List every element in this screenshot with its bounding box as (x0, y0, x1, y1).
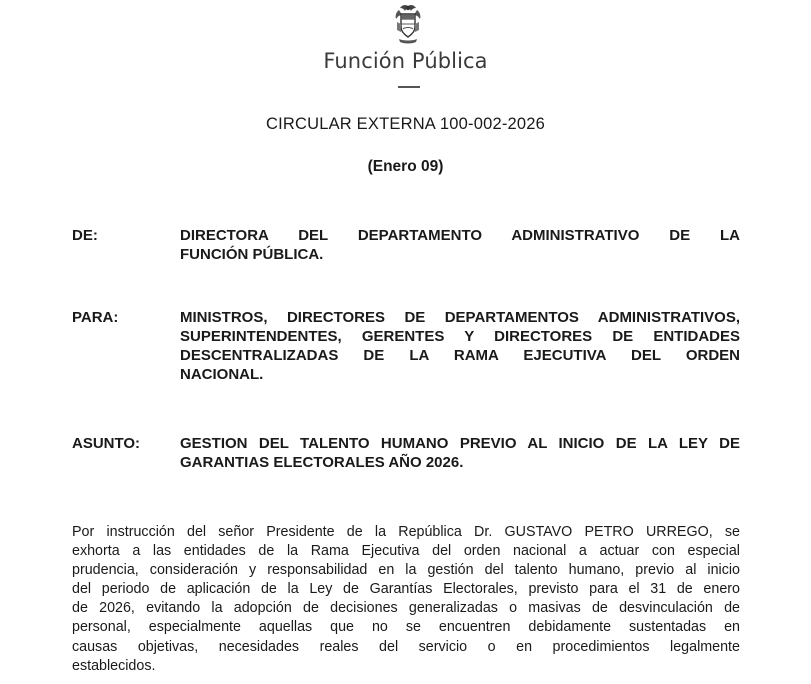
body-line: Por instrucción del señor Presidente de la República Dr. GUSTAVO PETRO URREGO, se (72, 524, 740, 540)
brand-name: Función Pública (323, 49, 488, 73)
body-line: personal, especialmente aquellas que no se encuentren debidamente sustentadas en (72, 619, 740, 636)
body-line: prudencia, consideración y responsabilidad en la gestión del talento humano, previo al inicio (72, 562, 740, 579)
de-label: DE: (72, 227, 98, 244)
body-line: causas objetivas, necesidades reales del servicio o en procedimientos legalmente (72, 638, 740, 655)
asunto-line: GESTION DEL TALENTO HUMANO PREVIO AL INICIO DE LA LEY DE (180, 435, 740, 452)
body-line: exhorta a las entidades de la Rama Ejecutiva del orden nacional a actuar con especial (72, 543, 740, 560)
body-line: de 2026, evitando la adopción de decisiones generalizadas o masivas de desvinculación de (72, 600, 740, 617)
document-date: (Enero 09) (367, 158, 444, 175)
para-label: PARA: (72, 309, 119, 326)
de-line: DIRECTORA DEL DEPARTAMENTO ADMINISTRATIVO DE LA (180, 227, 740, 244)
brand-underline (398, 86, 420, 88)
de-value (180, 226, 740, 264)
para-line: NACIONAL. (180, 366, 264, 383)
asunto-value (180, 434, 740, 472)
asunto-line: GARANTIAS ELECTORALES AÑO 2026. (180, 454, 464, 471)
de-line: FUNCIÓN PÚBLICA. (180, 246, 324, 263)
para-line: SUPERINTENDENTES, GERENTES Y DIRECTORES DE ENTIDADES (180, 328, 740, 345)
para-line: MINISTROS, DIRECTORES DE DEPARTAMENTOS ADMINISTRATIVOS, (180, 309, 740, 326)
asunto-label: ASUNTO: (72, 435, 141, 452)
para-value (180, 308, 740, 384)
body-paragraph (72, 523, 740, 676)
para-line: DESCENTRALIZADAS DE LA RAMA EJECUTIVA DEL ORDEN (180, 347, 740, 364)
body-line: del periodo de aplicación de la Ley de Garantías Electorales, previsto para el 31 de enero (72, 581, 740, 598)
coat-of-arms-icon (393, 2, 423, 46)
document-title: CIRCULAR EXTERNA 100-002-2026 (265, 115, 546, 133)
body-line: establecidos. (72, 657, 156, 674)
